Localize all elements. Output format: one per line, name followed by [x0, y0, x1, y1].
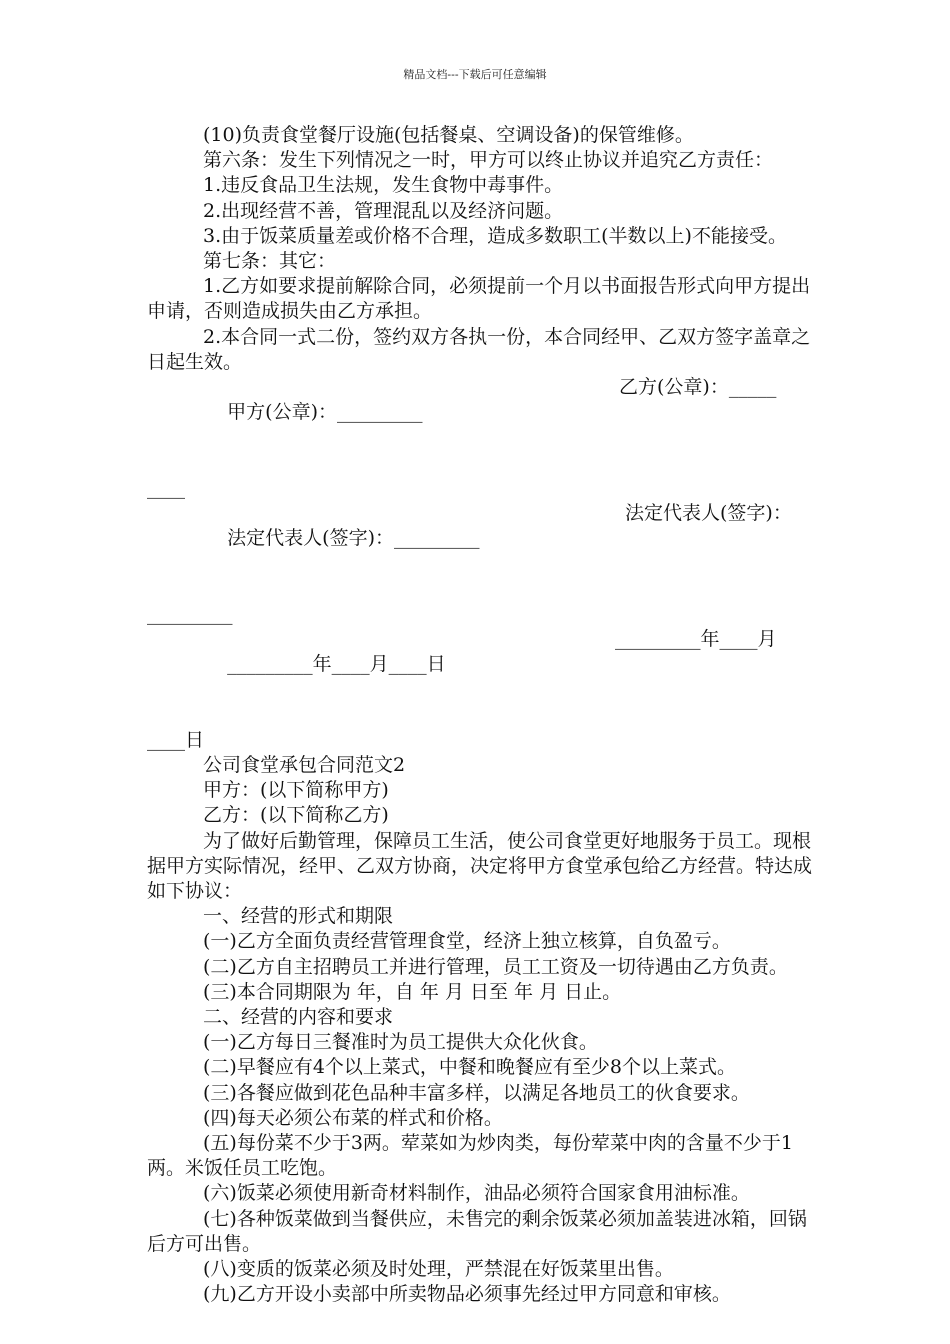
page-header: 精品文档---下载后可任意编辑: [403, 68, 547, 81]
clause-item: (二)早餐应有4个以上菜式，中餐和晚餐应有至少8个以上菜式。: [203, 1056, 737, 1079]
clause-line: (10)负责食堂餐厅设施(包括餐桌、空调设备)的保管维修。: [203, 124, 694, 146]
clause-item: (八)变质的饭菜必须及时处理，严禁混在好饭菜里出售。: [203, 1258, 674, 1281]
clause-item: 2.本合同一式二份，签约双方各执一份，本合同经甲、乙双方签字盖章之日起生效。: [147, 325, 811, 373]
party-b-seal: 乙方(公章)：_____: [619, 376, 777, 399]
preamble: 为了做好后勤管理，保障员工生活，使公司食堂更好地服务于员工。现根据甲方实际情况，经甲、乙双方协商，决定将甲方食堂承包给乙方经营。特达成如下协议：: [147, 829, 813, 903]
section-heading: 二、经营的内容和要求: [203, 1006, 394, 1029]
party-a-date: _________年____月____日: [227, 653, 446, 676]
clause-heading-7: 第七条：其它：: [203, 250, 337, 273]
section-title: 公司食堂承包合同范文2: [203, 754, 406, 777]
party-b-date-tail: ____日: [147, 728, 205, 751]
party-a-seal: 甲方(公章)：_________: [227, 401, 423, 424]
clause-item: (九)乙方开设小卖部中所卖物品必须事先经过甲方同意和审核。: [203, 1283, 731, 1306]
clause-item: (七)各种饭菜做到当餐供应，未售完的剩余饭菜必须加盖装进冰箱，回锅后方可出售。: [147, 1207, 807, 1255]
party-b-date: _________年____月: [615, 628, 777, 651]
signature-row-seal: [147, 375, 817, 476]
clause-item: 3.由于饭菜质量差或价格不合理，造成多数职工(半数以上)不能接受。: [203, 224, 787, 247]
party-a-line: 甲方：(以下简称甲方): [203, 779, 389, 802]
document-body: [147, 123, 817, 1308]
party-a-representative: 法定代表人(签字)：_________: [227, 527, 480, 550]
clause-item: (一)乙方全面负责经营管理食堂，经济上独立核算，自负盈亏。: [203, 930, 731, 953]
clause-item: (二)乙方自主招聘员工并进行管理，员工工资及一切待遇由乙方负责。: [203, 955, 788, 978]
party-b-representative-tail: _________: [147, 602, 233, 625]
clause-item: (五)每份菜不少于3两。荤菜如为炒肉类，每份荤菜中肉的含量不少于1两。米饭任员工吃饱。: [147, 1132, 794, 1180]
clause-item: 1.乙方如要求提前解除合同，必须提前一个月以书面报告形式向甲方提出申请，否则造成损失由乙方承担。: [147, 275, 811, 323]
clause-item: (六)饭菜必须使用新奇材料制作，油品必须符合国家食用油标准。: [203, 1182, 750, 1205]
clause-item: (四)每天必须公布菜的样式和价格。: [203, 1106, 503, 1129]
clause-item: (一)乙方每日三餐准时为员工提供大众化伙食。: [203, 1031, 598, 1054]
party-b-line: 乙方：(以下简称乙方): [203, 804, 389, 827]
clause-item: 1.违反食品卫生法规，发生食物中毒事件。: [203, 174, 564, 197]
clause-item: (三)本合同期限为 年，自 年 月 日至 年 月 日止。: [203, 980, 622, 1003]
clause-item: (三)各餐应做到花色品种丰富多样，以满足各地员工的伙食要求。: [203, 1081, 750, 1104]
section-heading: 一、经营的形式和期限: [203, 905, 394, 928]
clause-item: 2.出现经营不善，管理混乱以及经济问题。: [203, 199, 564, 222]
party-b-representative: 法定代表人(签字)：: [625, 502, 792, 525]
clause-heading-6: 第六条：发生下列情况之一时，甲方可以终止协议并追究乙方责任：: [203, 149, 774, 172]
signature-row-representative: [147, 501, 817, 602]
signature-row-date: [147, 627, 817, 728]
party-b-seal-tail: ____: [147, 476, 185, 499]
